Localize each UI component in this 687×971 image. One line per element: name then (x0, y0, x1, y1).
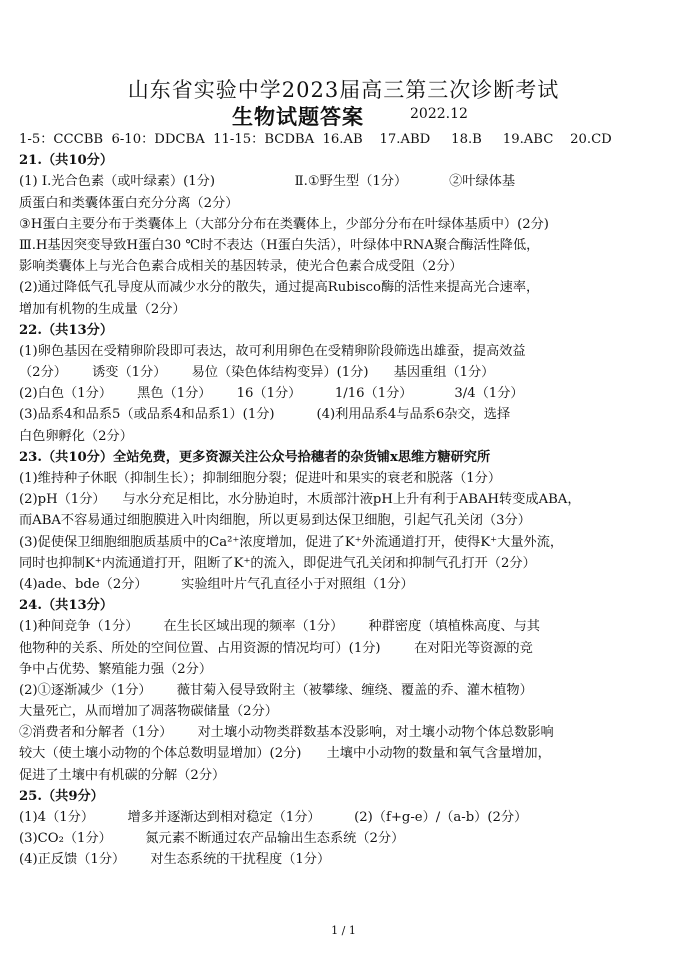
answer-line: (3)品系4和品系5（或品系4和品系1）(1分) (4)利用品系4与品系6杂交，选择 (19, 407, 511, 423)
answer-line: (1)4（1分） 增多并逐渐达到相对稳定（1分） (2)（f+g-e）/（a-b）(2分） (19, 810, 528, 825)
exam-title: 山东省实验中学2023届高三第三次诊断考试 (127, 78, 560, 102)
answer-line: (4)正反馈（1分） 对生态系统的干扰程度（1分） (19, 852, 331, 868)
answer-line: 他物种的关系、所处的空间位置、占用资源的情况均可）(1分) 在对阳光等资源的竞 (19, 640, 533, 656)
answer-line: 促进了土壤中有机碳的分解（2分） (19, 767, 226, 783)
exam-date: 2022.12 (410, 106, 468, 122)
answer-body (19, 129, 671, 871)
answer-line: (1)卵色基因在受精卵阶段即可表达，故可利用卵色在受精卵阶段筛选出雄蚕，提高效益 (19, 343, 526, 359)
answer-line: 大量死亡，从而增加了凋落物碳储量（2分） (19, 704, 278, 720)
answer-line: ③H蛋白主要分布于类囊体上（大部分分布在类囊体上，少部分分布在叶绿体基质中）(2分) (19, 216, 549, 232)
answer-line: 争中占优势、繁殖能力强（2分） (19, 661, 213, 677)
section-heading: 24.（共13分） (19, 598, 114, 614)
answer-line: 1-5：CCCBB 6-10：DDCBA 11-15：BCDBA 16.AB 17.ABD 18.B 19.ABC 20.CD (19, 132, 612, 147)
answer-line: 较大（使土壤小动物的个体总数明显增加）(2分) 土壤中小动物的数量和氧气含量增加， (19, 746, 551, 762)
answer-line: (2)白色（1分） 黑色（1分） 16（1分） 1/16（1分） 3/4（1分） (19, 386, 524, 402)
answer-line: (1)维持种子休眠（抑制生长）；抑制细胞分裂；促进叶和果实的衰老和脱落（1分） (19, 471, 502, 486)
section-heading: 22.（共13分） (19, 322, 114, 338)
answer-line: 同时也抑制K⁺内流通道打开，阻断了K⁺的流入，即促进气孔关闭和抑制气孔打开（2分） (19, 555, 536, 571)
answer-line: (3)CO₂（1分） 氮元素不断通过农产品输出生态系统（2分） (19, 831, 405, 847)
answer-line: (4)ade、bde（2分） 实验组叶片气孔直径小于对照组（1分） (19, 576, 414, 592)
answer-line: 影响类囊体上与光合色素合成相关的基因转录，使光合色素合成受阻（2分） (19, 259, 463, 275)
section-heading: 25.（共9分） (19, 788, 104, 804)
answer-line: 质蛋白和类囊体蛋白充分分离（2分） (19, 195, 239, 211)
answer-line: 增加有机物的生成量（2分） (19, 301, 186, 317)
answer-line: (1)种间竞争（1分） 在生长区域出现的频率（1分） 种群密度（填植株高度、与其 (19, 619, 540, 635)
answer-line: (2)①逐渐减少（1分） 薇甘菊入侵导致附主（被攀缘、缠绕、覆盖的乔、灌木植物） (19, 682, 533, 698)
answer-line: (2)pH（1分） 与水分充足相比，水分胁迫时，木质部汁液pH上升有利于ABAH转变成ABA， (19, 492, 581, 508)
answer-line: (3)促使保卫细胞细胞质基质中的Ca²⁺浓度增加，促进了K⁺外流通道打开，使得K⁺大量外流， (19, 534, 564, 550)
section-heading: 23.（共10分）全站免费，更多资源关注公众号拾穗者的杂货铺x思维方糖研究所 (19, 449, 491, 465)
answer-line: (1) Ⅰ.光合色素（或叶绿素）(1分) Ⅱ.①野生型（1分） ②叶绿体基 (19, 174, 516, 190)
section-heading: 21.（共10分） (19, 153, 114, 169)
answer-line: (2)通过降低气孔导度从而减少水分的散失，通过提高Rubisco酶的活性来提高光合速率， (19, 280, 540, 296)
answer-line: 白色卵孵化（2分） (19, 428, 133, 444)
answer-line: （2分） 诱变（1分） 易位（染色体结构变异）(1分) 基因重组（1分） (19, 365, 495, 381)
page-number: 1 / 1 (331, 924, 356, 937)
answer-line: 而ABA不容易通过细胞膜进入叶肉细胞，所以更易到达保卫细胞，引起气孔关闭（3分） (19, 513, 531, 529)
answer-title: 生物试题答案 (232, 104, 364, 129)
answer-line: Ⅲ.H基因突变导致H蛋白30 ℃时不表达（H蛋白失活），叶绿体中RNA聚合酶活性降低， (19, 237, 540, 253)
answer-line: ②消费者和分解者（1分） 对土壤小动物类群数基本没影响，对土壤小动物个体总数影响 (19, 725, 554, 741)
